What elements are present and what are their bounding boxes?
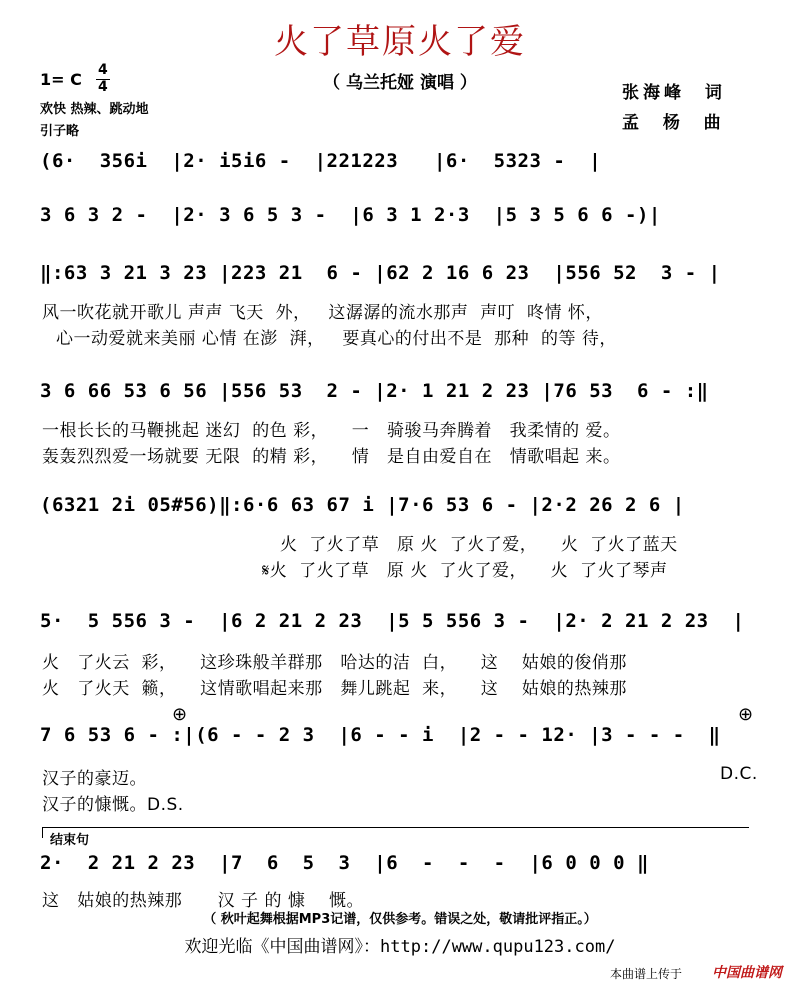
ending-bracket xyxy=(42,827,749,838)
dc-marking: D.C. xyxy=(720,764,758,784)
score-row-7: 7 6 53 6 - :|(6 - - 2 3 |6 - - i |2 - - 12· |3 - - - ‖ xyxy=(40,724,721,746)
score-row-4: 3 6 66 53 6 56 |556 53 2 - |2· 1 21 2 23 |76 53 6 - :‖ xyxy=(40,380,709,402)
composer-credit: 孟 杨 曲 xyxy=(622,113,725,133)
lyric-row-4-verse-2: 轰轰烈烈爱一场就要 无限 的精 彩， 情 是自由爱自在 情歌唱起 来。 xyxy=(42,447,621,467)
lyric-row-3-verse-1: 风一吹花就开歌儿 声声 飞天 外， 这潺潺的流水那声 声叮 咚情 怀， xyxy=(42,303,603,323)
performer-subtitle: （ 乌兰托娅 演唱 ） xyxy=(323,73,477,93)
site-logo[interactable]: 中国曲谱网 xyxy=(712,965,782,981)
lyric-row-5-verse-1: 火 了火了草 原 火 了火了爱， 火 了火了蓝天 xyxy=(280,535,678,555)
lyric-row-ending: 这 姑娘的热辣那 汉 子 的 慷 慨。 xyxy=(42,891,364,911)
lyric-row-7-verse-2: 汉子的慷慨。D.S. xyxy=(42,795,184,815)
uploaded-to-label: 本曲谱上传于 xyxy=(609,967,682,981)
key-signature: 1= C xyxy=(40,70,82,89)
lyricist-credit: 张海峰 词 xyxy=(622,83,726,103)
time-signature-bottom: 4 xyxy=(98,79,108,95)
score-row-ending: 2· 2 21 2 23 |7 6 5 3 |6 - - - |6 0 0 0 ‖ xyxy=(40,852,649,874)
lyric-row-4-verse-1: 一根长长的马鞭挑起 迷幻 的色 彩， 一 骑骏马奔腾着 我柔情的 爱。 xyxy=(42,421,621,441)
transcription-note: （ 秋叶起舞根据MP3记谱，仅供参考。错误之处，敬请批评指正。） xyxy=(203,912,597,927)
lyric-row-6-verse-2: 火 了火天 籁， 这情歌唱起来那 舞儿跳起 来， 这 姑娘的热辣那 xyxy=(42,679,627,699)
coda-sign-right: ⊕ xyxy=(738,704,754,725)
tempo-marking: 欢快 热辣、跳动地 xyxy=(40,102,149,117)
coda-sign-left: ⊕ xyxy=(172,704,188,725)
website-welcome: 欢迎光临《中国曲谱网》：http://www.qupu123.com/ xyxy=(184,937,616,957)
score-row-6: 5· 5 556 3 - |6 2 21 2 23 |5 5 556 3 - |2· 2 21 2 23 | xyxy=(40,610,745,632)
score-row-2: 3 6 3 2 - |2· 3 6 5 3 - |6 3 1 2·3 |5 3 5 6 6 -)| xyxy=(40,204,661,226)
lyric-row-6-verse-1: 火 了火云 彩， 这珍珠般羊群那 哈达的洁 白， 这 姑娘的俊俏那 xyxy=(42,653,627,673)
lyric-row-3-verse-2: 心一动爱就来美丽 心情 在澎 湃， 要真心的付出不是 那种 的等 待， xyxy=(56,329,617,349)
lyric-row-5-verse-2: 𝄋火 了火了草 原 火 了火了爱， 火 了火了琴声 xyxy=(262,561,668,581)
song-title: 火了草原火了爱 xyxy=(274,22,526,62)
lyric-row-7-verse-1: 汉子的豪迈。 xyxy=(42,769,147,789)
intro-note: 引子略 xyxy=(40,124,80,139)
time-signature-top: 4 xyxy=(98,62,108,78)
score-row-5: (6321 2i 05#56)‖:6·6 63 67 i |7·6 53 6 - |2·2 26 2 6 | xyxy=(40,494,685,516)
score-row-3: ‖:63 3 21 3 23 |223 21 6 - |62 2 16 6 23 |556 52 3 - | xyxy=(40,262,721,284)
score-row-1: (6· 356i |2· i5i6 - |221223 |6· 5323 - | xyxy=(40,150,602,172)
ending-label: 结束句 xyxy=(50,833,90,848)
